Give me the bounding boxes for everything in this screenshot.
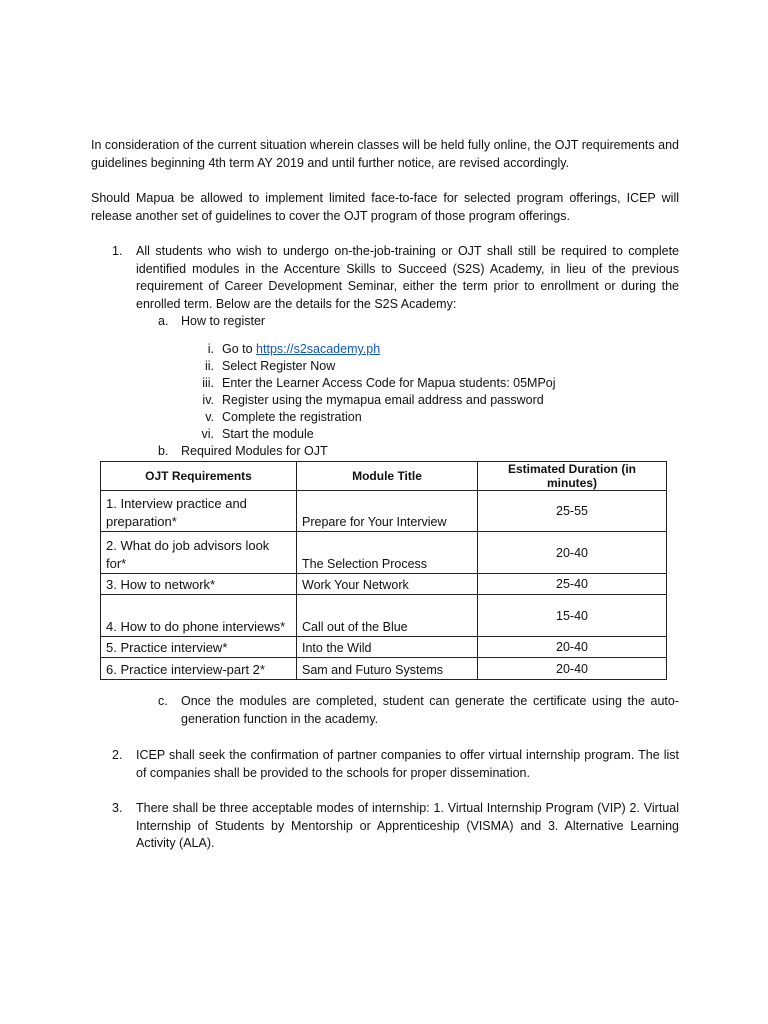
step-text: Select Register Now (222, 359, 336, 373)
ojt-modules-table (100, 461, 667, 680)
step-text: Go to (222, 342, 257, 356)
register-step-2 (190, 358, 335, 375)
list-item-1 (112, 243, 679, 313)
sub-item-label: c. (158, 694, 168, 708)
cell-module: Prepare for Your Interview (297, 491, 478, 532)
cell-duration: 15-40 (478, 595, 667, 637)
sub-item-a (158, 313, 658, 331)
step-text: Register using the mymapua email address and password (222, 393, 544, 407)
cell-module: Work Your Network (297, 574, 478, 595)
step-text: Enter the Learner Access Code for Mapua students: 05MPoj (222, 376, 556, 390)
cell-requirement: 4. How to do phone interviews* (101, 595, 297, 637)
list-item-3 (112, 800, 679, 853)
header-module-title: Module Title (297, 462, 478, 491)
register-step-4 (190, 392, 544, 409)
table-row (101, 574, 667, 595)
step-number: ii. (204, 359, 214, 373)
step-text: Complete the registration (222, 410, 362, 424)
table-header-row (101, 462, 667, 491)
list-item-number: 2. (112, 748, 123, 762)
table-row (101, 637, 667, 658)
register-step-5 (190, 409, 362, 426)
step-number: i. (207, 342, 214, 356)
cell-duration: 20-40 (478, 658, 667, 680)
list-item-text: ICEP shall seek the confirmation of partner companies to offer virtual internship program. The list of companies shall be provided to the schools for proper dissemination. (136, 748, 679, 780)
register-step-6 (190, 426, 314, 443)
cell-module: The Selection Process (297, 532, 478, 574)
cell-module: Call out of the Blue (297, 595, 478, 637)
cell-module: Into the Wild (297, 637, 478, 658)
cell-requirement: 3. How to network* (101, 574, 297, 595)
cell-requirement: 5. Practice interview* (101, 637, 297, 658)
intro-paragraph-2: Should Mapua be allowed to implement limited face-to-face for selected program offerings, ICEP will release another set of guidelines to cover the OJT program of those program offerings. (91, 191, 679, 223)
step-text: Start the module (222, 427, 314, 441)
header-ojt-requirements: OJT Requirements (101, 462, 297, 491)
list-item-number: 1. (112, 244, 123, 258)
step-number: vi. (201, 427, 214, 441)
sub-item-title: Required Modules for OJT (181, 444, 328, 458)
cell-module: Sam and Futuro Systems (297, 658, 478, 680)
list-item-number: 3. (112, 801, 123, 815)
table-row (101, 532, 667, 574)
cell-duration: 20-40 (478, 532, 667, 574)
s2s-academy-link[interactable]: https://s2sacademy.ph (256, 342, 381, 356)
sub-item-c (158, 693, 679, 728)
cell-requirement: 2. What do job advisors look for* (101, 532, 297, 574)
table-row (101, 595, 667, 637)
cell-duration: 25-40 (478, 574, 667, 595)
cell-requirement: 6. Practice interview-part 2* (101, 658, 297, 680)
list-item-text: There shall be three acceptable modes of internship: 1. Virtual Internship Program (VIP) 2. Virtual Internship of Students by Mentorship or Apprenticeship (VISMA) and 3. Alternative Learning Activity (ALA). (136, 801, 679, 850)
cell-duration: 25-55 (478, 491, 667, 532)
list-item-2 (112, 747, 679, 782)
sub-item-text: Once the modules are completed, student can generate the certificate using the auto-generation function in the academy. (181, 694, 679, 726)
cell-requirement: 1. Interview practice and preparation* (101, 491, 297, 532)
list-item-text: All students who wish to undergo on-the-job-training or OJT shall still be required to complete identified modules in the Accenture Skills to Succeed (S2S) Academy, in lieu of the previous requirement of Career Development Seminar, either the term prior to enrollment or during the enrolled term. Below are the details for the S2S Academy: (136, 244, 679, 311)
step-number: iii. (202, 376, 214, 390)
sub-item-b (158, 443, 658, 461)
step-number: iv. (202, 393, 214, 407)
sub-item-label: b. (158, 444, 169, 458)
register-step-1 (190, 341, 380, 358)
table-row (101, 491, 667, 532)
table-row (101, 658, 667, 680)
sub-item-label: a. (158, 314, 169, 328)
header-estimated-duration: Estimated Duration (in minutes) (478, 462, 667, 491)
step-number: v. (205, 410, 214, 424)
sub-item-title: How to register (181, 314, 266, 328)
intro-paragraph-1: In consideration of the current situation wherein classes will be held fully online, the OJT requirements and guidelines beginning 4th term AY 2019 and until further notice, are revised accordingly. (91, 138, 679, 170)
cell-duration: 20-40 (478, 637, 667, 658)
register-step-3 (190, 375, 556, 392)
